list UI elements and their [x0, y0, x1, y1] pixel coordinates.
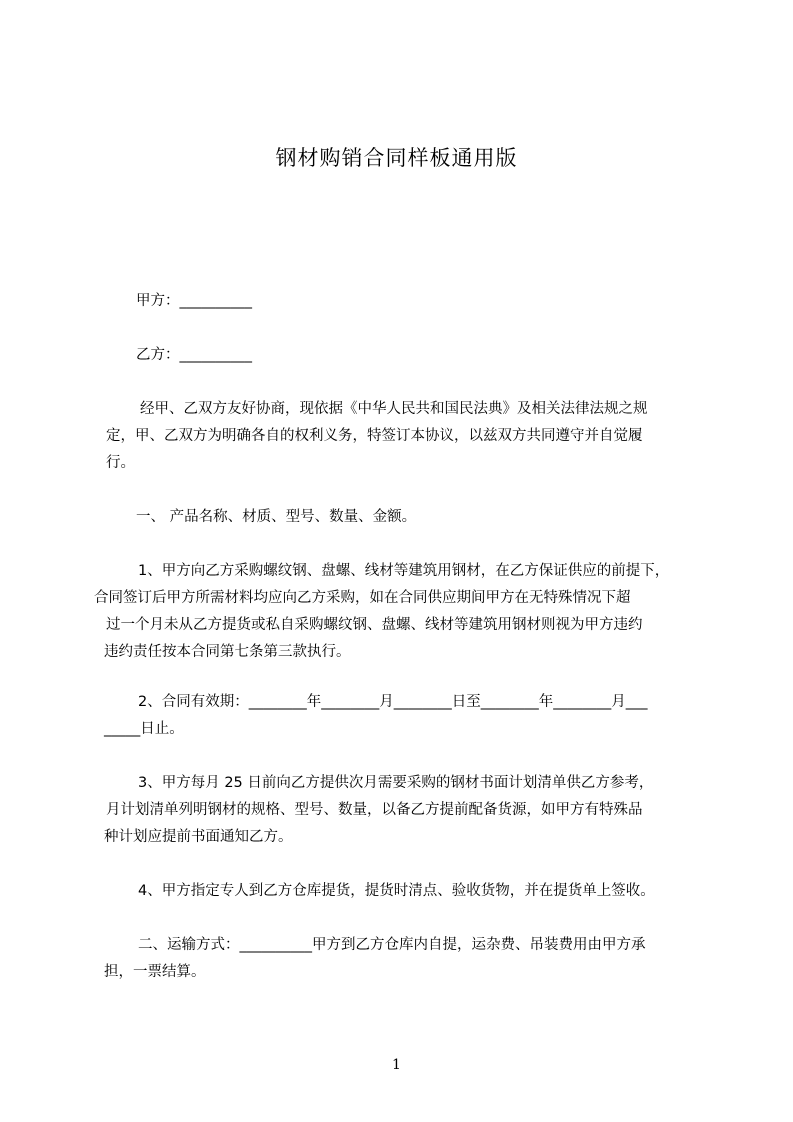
- clause3-line: 月计划清单列明钢材的规格、型号、数量，以备乙方提前配备货源，如甲方有特殊品: [106, 802, 643, 818]
- party-a-line: 甲方：__________: [136, 293, 252, 309]
- page-number: 1: [392, 1057, 401, 1073]
- clause1-line: 违约责任按本合同第七条第三款执行。: [104, 644, 351, 660]
- clause1-line: 1、甲方向乙方采购螺纹钢、盘螺、线材等建筑用钢材，在乙方保证供应的前提下，: [138, 563, 670, 579]
- section2-line: 担，一票结算。: [104, 964, 206, 980]
- section1-heading: 一、 产品名称、材质、型号、数量、金额。: [136, 509, 417, 525]
- section2-line: 二、运输方式：__________甲方到乙方仓库内自提，运杂费、吊装费用由甲方承: [138, 937, 646, 953]
- clause1-line: 合同签订后甲方所需材料均应向乙方采购，如在合同供应期间甲方在无特殊情况下超: [94, 590, 631, 606]
- preamble-line: 经甲、乙双方友好协商，现依据《中华人民共和国民法典》及相关法律法规之规: [140, 401, 648, 417]
- preamble-line: 行。: [106, 455, 135, 471]
- document-title: 钢材购销合同样板通用版: [275, 146, 518, 170]
- clause1-line: 过一个月未从乙方提货或私自采购螺纹钢、盘螺、线材等建筑用钢材则视为甲方违约: [106, 617, 643, 633]
- clause3-line: 种计划应提前书面通知乙方。: [104, 829, 293, 845]
- clause2-line: 2、合同有效期：________年________月________日至________年________月___: [138, 694, 648, 710]
- preamble-line: 定，甲、乙双方为明确各自的权利义务，特签订本协议，以兹双方共同遵守并自觉履: [106, 428, 643, 444]
- clause2-line: _____日止。: [104, 721, 184, 737]
- clause3-line: 3、甲方每月 25 日前向乙方提供次月需要采购的钢材书面计划清单供乙方参考，: [138, 775, 654, 791]
- clause4-line: 4、甲方指定专人到乙方仓库提货，提货时清点、验收货物，并在提货单上签收。: [138, 883, 655, 899]
- party-b-line: 乙方：__________: [136, 347, 252, 363]
